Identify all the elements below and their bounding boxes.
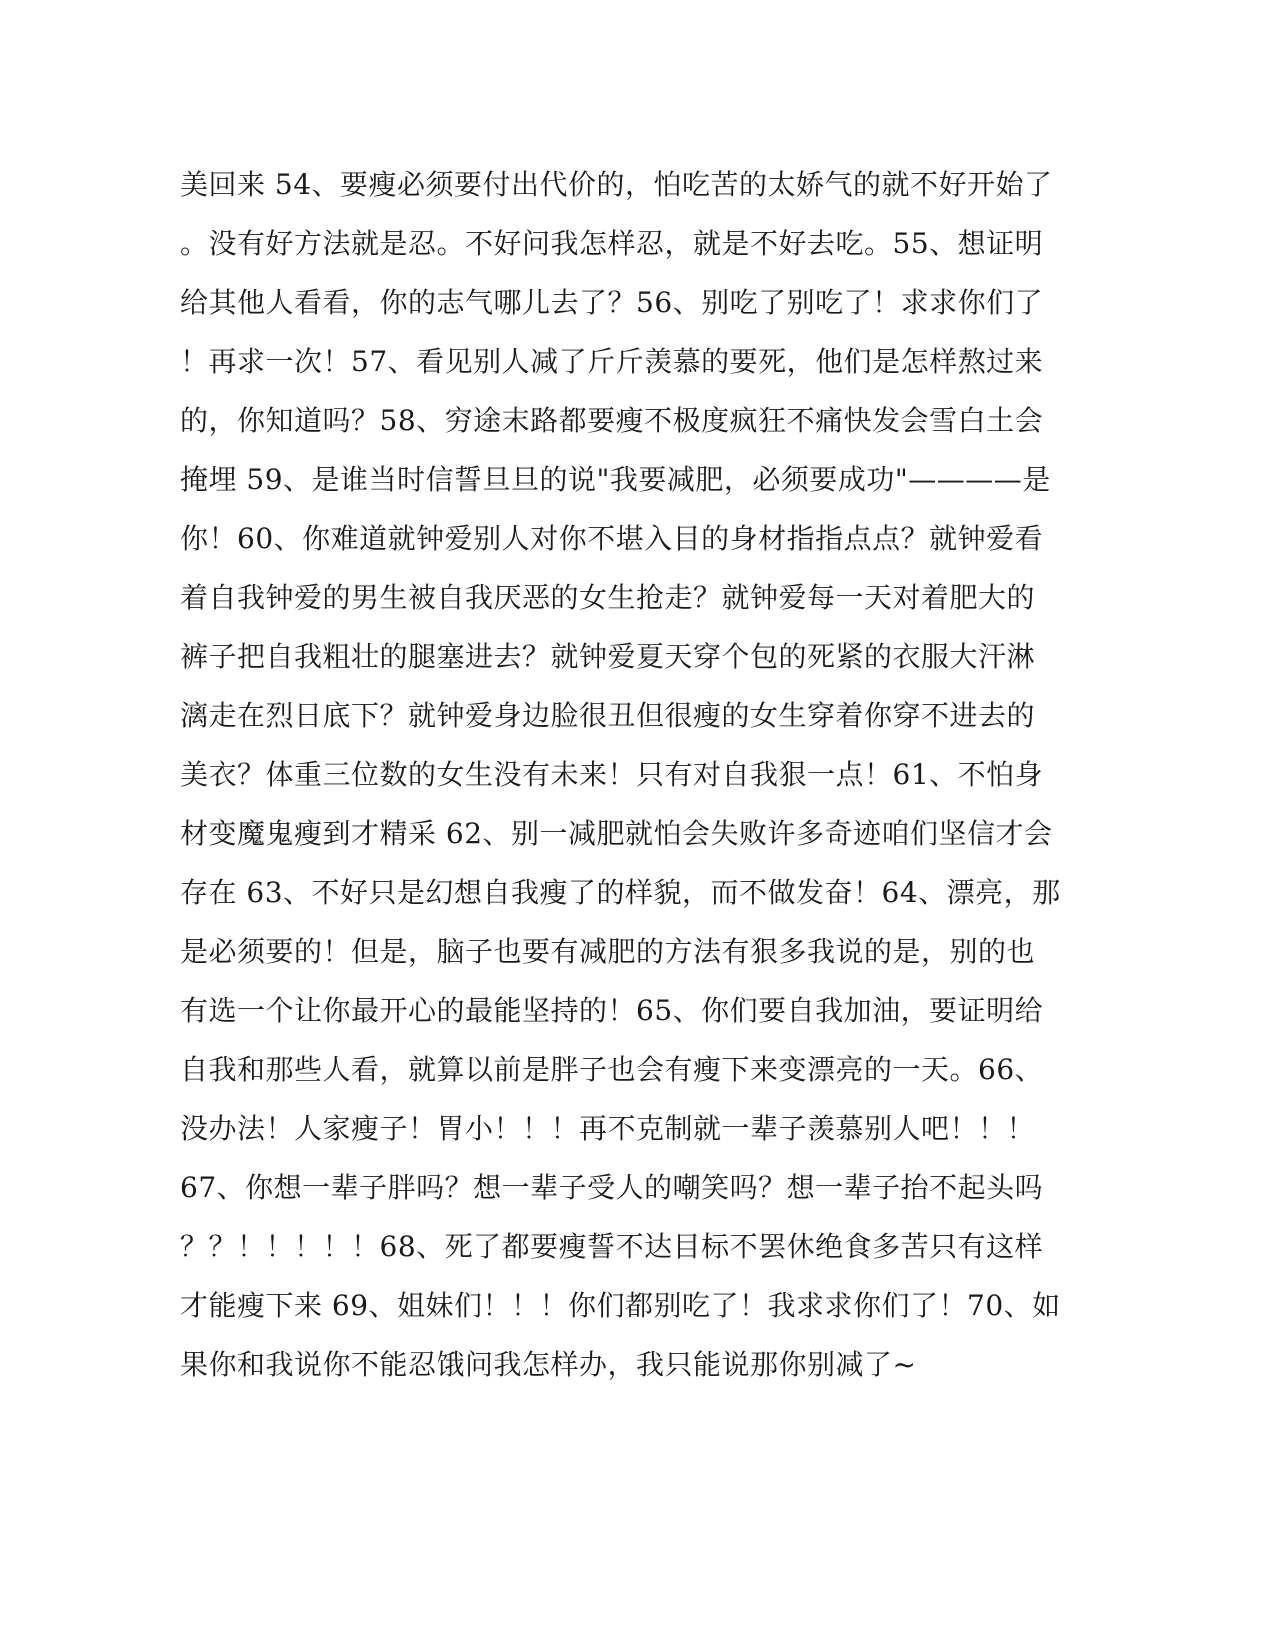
text-line: 给其他人看看，你的志气哪儿去了？56、别吃了别吃了！求求你们了	[180, 286, 1044, 319]
text-line: 你！60、你难道就钟爱别人对你不堪入目的身材指指点点？就钟爱看	[180, 522, 1044, 555]
text-line: 掩埋 59、是谁当时信誓旦旦的说"我要减肥，必须要成功"————是	[180, 463, 1051, 496]
text-line: 裤子把自我粗壮的腿塞进去？就钟爱夏天穿个包的死紧的衣服大汗淋	[180, 640, 1036, 673]
text-line: 才能瘦下来 69、姐妹们！！！你们都别吃了！我求求你们了！70、如	[180, 1289, 1061, 1322]
text-line: 没办法！人家瘦子！胃小！！！再不克制就一辈子羡慕别人吧！！！	[180, 1112, 1036, 1145]
text-line: 漓走在烈日底下？就钟爱身边脸很丑但很瘦的女生穿着你穿不进去的	[180, 699, 1036, 732]
text-line: 着自我钟爱的男生被自我厌恶的女生抢走？就钟爱每一天对着肥大的	[180, 581, 1036, 614]
text-line: 存在 63、不好只是幻想自我瘦了的样貌，而不做发奋！64、漂亮，那	[180, 876, 1061, 909]
text-line: 有选一个让你最开心的最能坚持的！65、你们要自我加油，要证明给	[180, 994, 1044, 1027]
text-line: 的，你知道吗？58、穷途末路都要瘦不极度疯狂不痛快发会雪白土会	[180, 404, 1044, 437]
text-line: 美回来 54、要瘦必须要付出代价的，怕吃苦的太娇气的就不好开始了	[180, 168, 1053, 201]
text-line: 是必须要的！但是，脑子也要有减肥的方法有狠多我说的是，别的也	[180, 935, 1036, 968]
text-line: 果你和我说你不能忍饿问我怎样办，我只能说那你别减了~	[180, 1348, 917, 1381]
text-line: ！再求一次！57、看见别人减了斤斤羡慕的要死，他们是怎样熬过来	[180, 345, 1044, 378]
text-line: 美衣？体重三位数的女生没有未来！只有对自我狠一点！61、不怕身	[180, 758, 1044, 791]
text-line: 。没有好方法就是忍。不好问我怎样忍，就是不好去吃。55、想证明	[180, 227, 1044, 260]
body-paragraph	[180, 155, 1061, 1394]
text-line: 67、你想一辈子胖吗？想一辈子受人的嘲笑吗？想一辈子抬不起头吗	[180, 1171, 1044, 1204]
text-line: ？？！！！！！68、死了都要瘦誓不达目标不罢休绝食多苦只有这样	[180, 1230, 1044, 1263]
text-line: 材变魔鬼瘦到才精采 62、别一减肥就怕会失败许多奇迹咱们坚信才会	[180, 817, 1053, 850]
text-line: 自我和那些人看，就算以前是胖子也会有瘦下来变漂亮的一天。66、	[180, 1053, 1044, 1086]
